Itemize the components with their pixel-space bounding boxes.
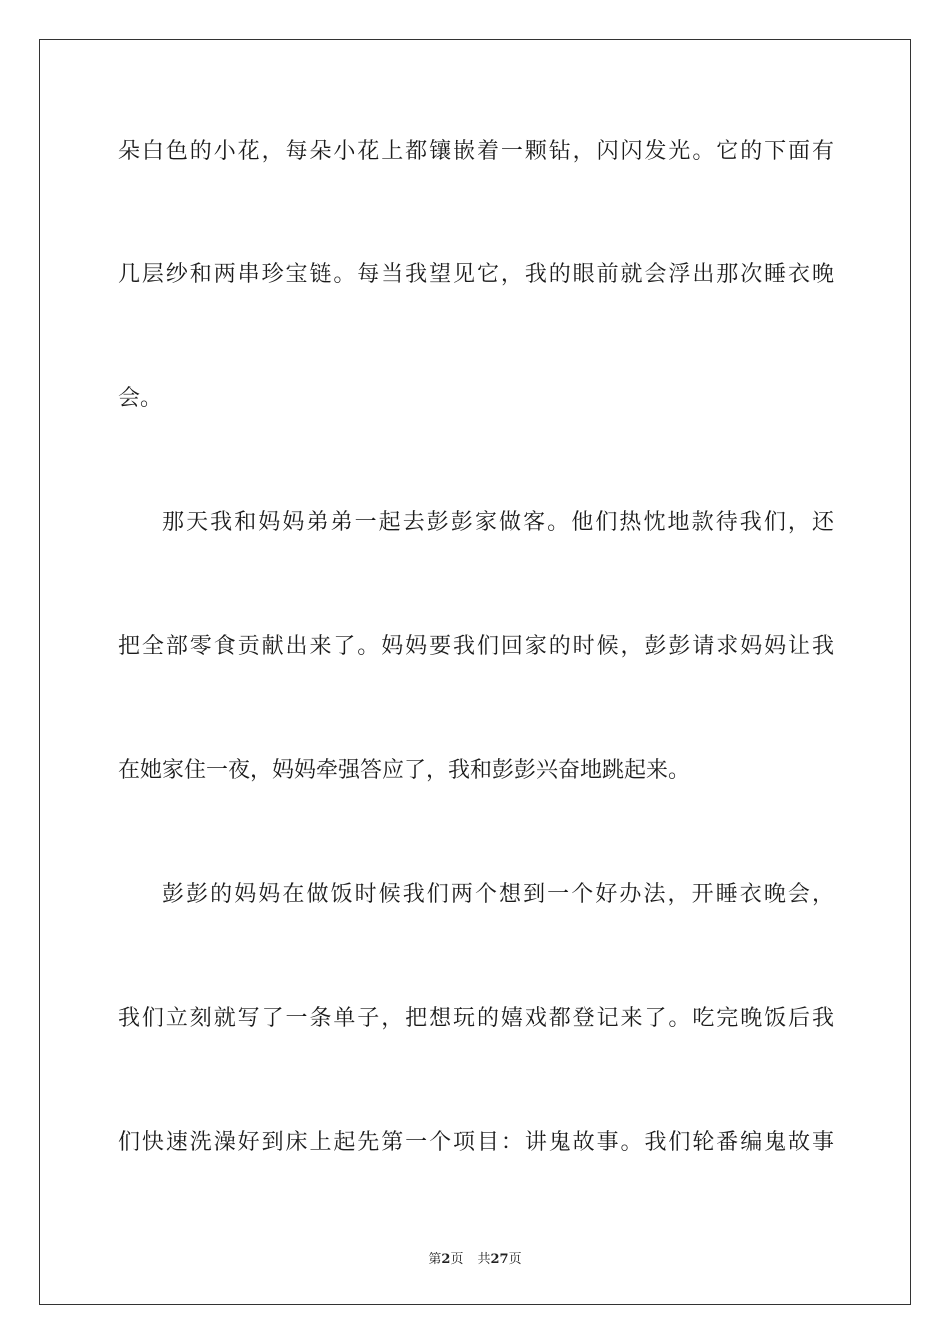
text-line-6: 在她家住一夜，妈妈牵强答应了，我和彭彭兴奋地跳起来。: [118, 758, 691, 783]
text-line-2: 几层纱和两串珍宝链。每当我望见它，我的眼前就会浮出那次睡衣晚: [118, 262, 834, 287]
page-label-suffix: 页: [450, 1252, 464, 1267]
page-number: 2: [441, 1252, 451, 1267]
text-line-1: 朵白色的小花，每朵小花上都镶嵌着一颗钻，闪闪发光。它的下面有: [118, 139, 834, 164]
text-line-8: 我们立刻就写了一条单子，把想玩的嬉戏都登记来了。吃完晚饭后我: [118, 1006, 834, 1031]
text-line-7: 彭彭的妈妈在做饭时候我们两个想到一个好办法，开睡衣晚会，: [162, 882, 834, 907]
page-label-prefix: 第: [428, 1252, 442, 1267]
text-line-5: 把全部零食贡献出来了。妈妈要我们回家的时候，彭彭请求妈妈让我: [118, 634, 834, 659]
total-label-prefix: 共: [477, 1252, 491, 1267]
text-line-9: 们快速洗澡好到床上起先第一个项目：讲鬼故事。我们轮番编鬼故事: [118, 1130, 834, 1155]
text-line-4: 那天我和妈妈弟弟一起去彭彭家做客。他们热忱地款待我们，还: [162, 510, 834, 535]
page-footer: [0, 1248, 950, 1267]
text-line-3: 会。: [118, 386, 163, 411]
total-pages: 27: [490, 1252, 509, 1267]
page-border: [39, 39, 911, 1305]
total-label-suffix: 页: [508, 1252, 522, 1267]
